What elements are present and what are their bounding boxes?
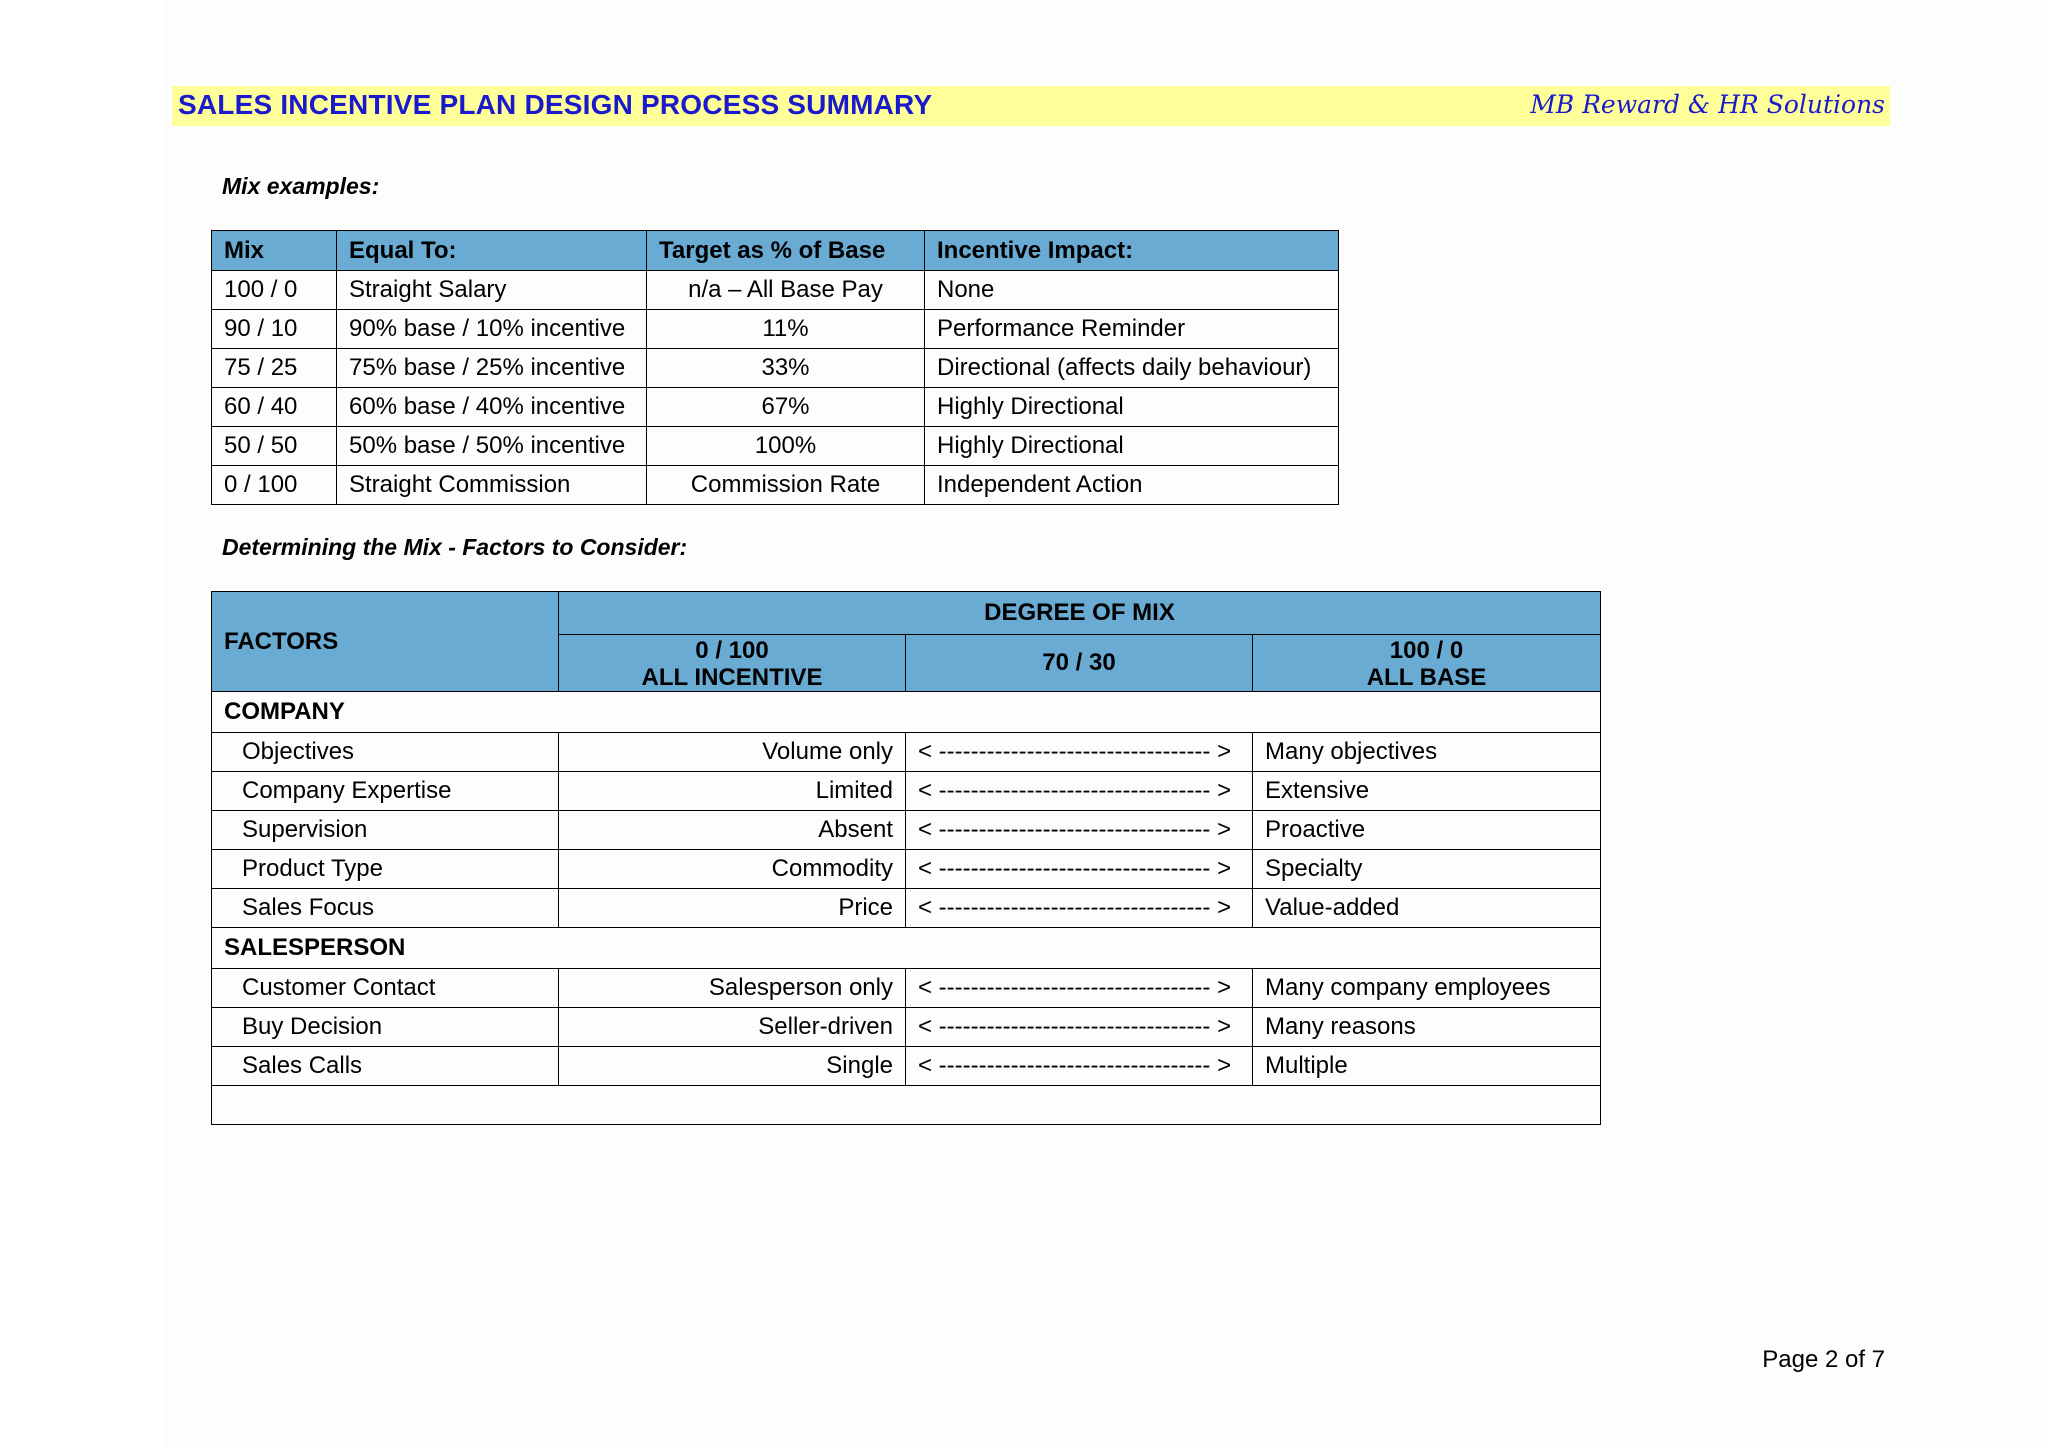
document-title: SALES INCENTIVE PLAN DESIGN PROCESS SUMMARY (178, 89, 933, 120)
all-base-label: ALL BASE (1366, 664, 1487, 691)
equal-to-cell: 75% base / 25% incentive (337, 349, 647, 388)
factor-cell: Sales Calls (212, 1047, 559, 1086)
factor-cell: Buy Decision (212, 1008, 559, 1047)
impact-cell: Directional (affects daily behaviour) (925, 349, 1339, 388)
arrow-cell: < ---------------------------------- > (906, 850, 1253, 889)
all-incentive-label: ALL INCENTIVE (641, 664, 823, 691)
mix-examples-heading: Mix examples: (222, 173, 380, 199)
target-cell: 100% (647, 427, 925, 466)
arrow-cell: < ---------------------------------- > (906, 811, 1253, 850)
mix-cell: 0 / 100 (212, 466, 337, 505)
base-end-cell: Many objectives (1253, 733, 1601, 772)
impact-cell: Highly Directional (925, 388, 1339, 427)
table-row (212, 772, 1601, 811)
target-cell: 11% (647, 310, 925, 349)
incentive-end-cell: Limited (559, 772, 906, 811)
base-end-cell: Multiple (1253, 1047, 1601, 1086)
salesperson-group-label: SALESPERSON (212, 928, 1601, 969)
table-row (212, 388, 1339, 427)
impact-cell: Highly Directional (925, 427, 1339, 466)
arrow-cell: < ---------------------------------- > (906, 889, 1253, 928)
incentive-end-cell: Single (559, 1047, 906, 1086)
base-end-cell: Extensive (1253, 772, 1601, 811)
equal-to-cell: 60% base / 40% incentive (337, 388, 647, 427)
all-incentive-column-header (559, 635, 906, 692)
arrow-cell: < ---------------------------------- > (906, 1047, 1253, 1086)
company-group-label: COMPANY (212, 692, 1601, 733)
table-row (212, 1047, 1601, 1086)
mix-table-header-row (212, 231, 1339, 271)
empty-cell (212, 1086, 1601, 1125)
impact-cell: Performance Reminder (925, 310, 1339, 349)
factor-cell: Sales Focus (212, 889, 559, 928)
factor-cell: Product Type (212, 850, 559, 889)
degree-of-mix-header: DEGREE OF MIX (559, 592, 1601, 635)
company-group-row (212, 692, 1601, 733)
base-end-cell: Specialty (1253, 850, 1601, 889)
table-row (212, 969, 1601, 1008)
arrow-cell: < ---------------------------------- > (906, 1008, 1253, 1047)
mix-examples-table (211, 230, 1339, 505)
incentive-end-cell: Price (559, 889, 906, 928)
impact-cell: Independent Action (925, 466, 1339, 505)
target-cell: 67% (647, 388, 925, 427)
arrow-cell: < ---------------------------------- > (906, 772, 1253, 811)
table-row (212, 427, 1339, 466)
target-cell: 33% (647, 349, 925, 388)
table-row (212, 889, 1601, 928)
impact-column-header: Incentive Impact: (925, 231, 1339, 271)
factors-column-header: FACTORS (212, 592, 559, 692)
brand-name: MB Reward & HR Solutions (1530, 90, 1885, 119)
mix-cell: 75 / 25 (212, 349, 337, 388)
arrow-cell: < ---------------------------------- > (906, 969, 1253, 1008)
table-row (212, 1008, 1601, 1047)
factor-cell: Company Expertise (212, 772, 559, 811)
mix-cell: 100 / 0 (212, 271, 337, 310)
impact-cell: None (925, 271, 1339, 310)
target-cell: n/a – All Base Pay (647, 271, 925, 310)
factors-table (211, 591, 1601, 1125)
mix-cell: 90 / 10 (212, 310, 337, 349)
mix-cell: 50 / 50 (212, 427, 337, 466)
incentive-end-cell: Absent (559, 811, 906, 850)
table-row (212, 811, 1601, 850)
incentive-end-cell: Salesperson only (559, 969, 906, 1008)
table-row (212, 349, 1339, 388)
incentive-end-cell: Seller-driven (559, 1008, 906, 1047)
table-row (212, 466, 1339, 505)
base-end-cell: Value-added (1253, 889, 1601, 928)
equal-to-cell: Straight Salary (337, 271, 647, 310)
salesperson-group-row (212, 928, 1601, 969)
equal-to-cell: 50% base / 50% incentive (337, 427, 647, 466)
arrow-cell: < ---------------------------------- > (906, 733, 1253, 772)
factors-heading: Determining the Mix - Factors to Consider: (222, 534, 688, 560)
empty-table-row (212, 1086, 1601, 1125)
all-base-column-header (1253, 635, 1601, 692)
target-column-header: Target as % of Base (647, 231, 925, 271)
factor-cell: Customer Contact (212, 969, 559, 1008)
factors-header-row (212, 592, 1601, 635)
base-end-cell: Proactive (1253, 811, 1601, 850)
table-row (212, 310, 1339, 349)
target-cell: Commission Rate (647, 466, 925, 505)
incentive-end-cell: Volume only (559, 733, 906, 772)
middle-mix-column-header: 70 / 30 (906, 635, 1253, 692)
equal-to-column-header: Equal To: (337, 231, 647, 271)
incentive-end-cell: Commodity (559, 850, 906, 889)
base-end-cell: Many company employees (1253, 969, 1601, 1008)
table-row (212, 850, 1601, 889)
table-row (212, 271, 1339, 310)
equal-to-cell: Straight Commission (337, 466, 647, 505)
base-end-cell: Many reasons (1253, 1008, 1601, 1047)
factor-cell: Objectives (212, 733, 559, 772)
all-incentive-ratio: 0 / 100 (695, 637, 769, 664)
factor-cell: Supervision (212, 811, 559, 850)
all-base-ratio: 100 / 0 (1389, 637, 1464, 664)
mix-column-header: Mix (212, 231, 337, 271)
mix-cell: 60 / 40 (212, 388, 337, 427)
page-number: Page 2 of 7 (1762, 1346, 1885, 1373)
table-row (212, 733, 1601, 772)
equal-to-cell: 90% base / 10% incentive (337, 310, 647, 349)
